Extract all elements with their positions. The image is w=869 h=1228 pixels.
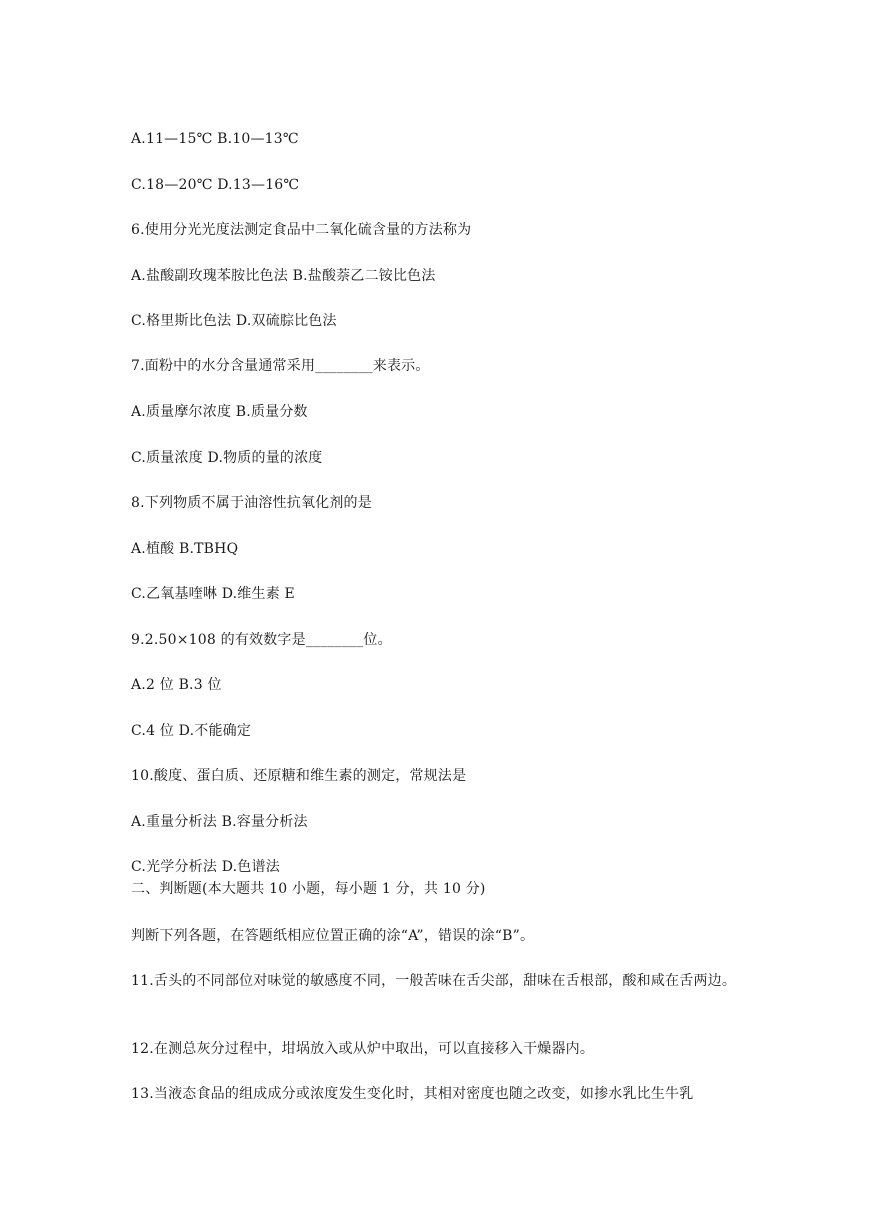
question-11: 11.舌头的不同部位对味觉的敏感度不同，一般苦味在舌尖部，甜味在舌根部，酸和咸在舌两边。: [131, 973, 737, 989]
question-10: 10.酸度、蛋白质、还原糖和维生素的测定，常规法是: [131, 768, 467, 784]
q7-options-ab: A.质量摩尔浓度 B.质量分数: [131, 404, 308, 420]
question-6: 6.使用分光光度法测定食品中二氧化硫含量的方法称为: [131, 222, 472, 238]
q6-options-ab: A.盐酸副玫瑰苯胺比色法 B.盐酸萘乙二铵比色法: [131, 268, 436, 284]
question-13: 13.当液态食品的组成成分或浓度发生变化时，其相对密度也随之改变，如掺水乳比生牛乳: [131, 1086, 694, 1102]
q5-options-cd: C.18—20℃ D.13—16℃: [131, 177, 300, 193]
q10-options-cd: C.光学分析法 D.色谱法: [131, 859, 280, 875]
q5-options-ab: A.11—15℃ B.10—13℃: [131, 131, 299, 147]
question-9: 9.2.50×108 的有效数字是________位。: [131, 632, 392, 648]
q9-options-cd: C.4 位 D.不能确定: [131, 723, 252, 739]
q8-options-ab: A.植酸 B.TBHQ: [131, 541, 239, 557]
question-7: 7.面粉中的水分含量通常采用________来表示。: [131, 358, 430, 374]
q9-options-ab: A.2 位 B.3 位: [131, 677, 222, 693]
q7-options-cd: C.质量浓度 D.物质的量的浓度: [131, 450, 323, 466]
q6-options-cd: C.格里斯比色法 D.双硫腙比色法: [131, 313, 337, 329]
q10-options-ab: A.重量分析法 B.容量分析法: [131, 814, 308, 830]
section-heading-judgement: 二、判断题(本大题共 10 小题，每小题 1 分，共 10 分): [131, 881, 486, 897]
section-instructions: 判断下列各题，在答题纸相应位置正确的涂“A”，错误的涂“B”。: [131, 928, 535, 944]
q8-options-cd: C.乙氧基喹啉 D.维生素 E: [131, 586, 295, 602]
document-page: [131, 0, 751, 1228]
question-8: 8.下列物质不属于油溶性抗氧化剂的是: [131, 495, 372, 511]
question-12: 12.在测总灰分过程中，坩埚放入或从炉中取出，可以直接移入干燥器内。: [131, 1041, 595, 1057]
